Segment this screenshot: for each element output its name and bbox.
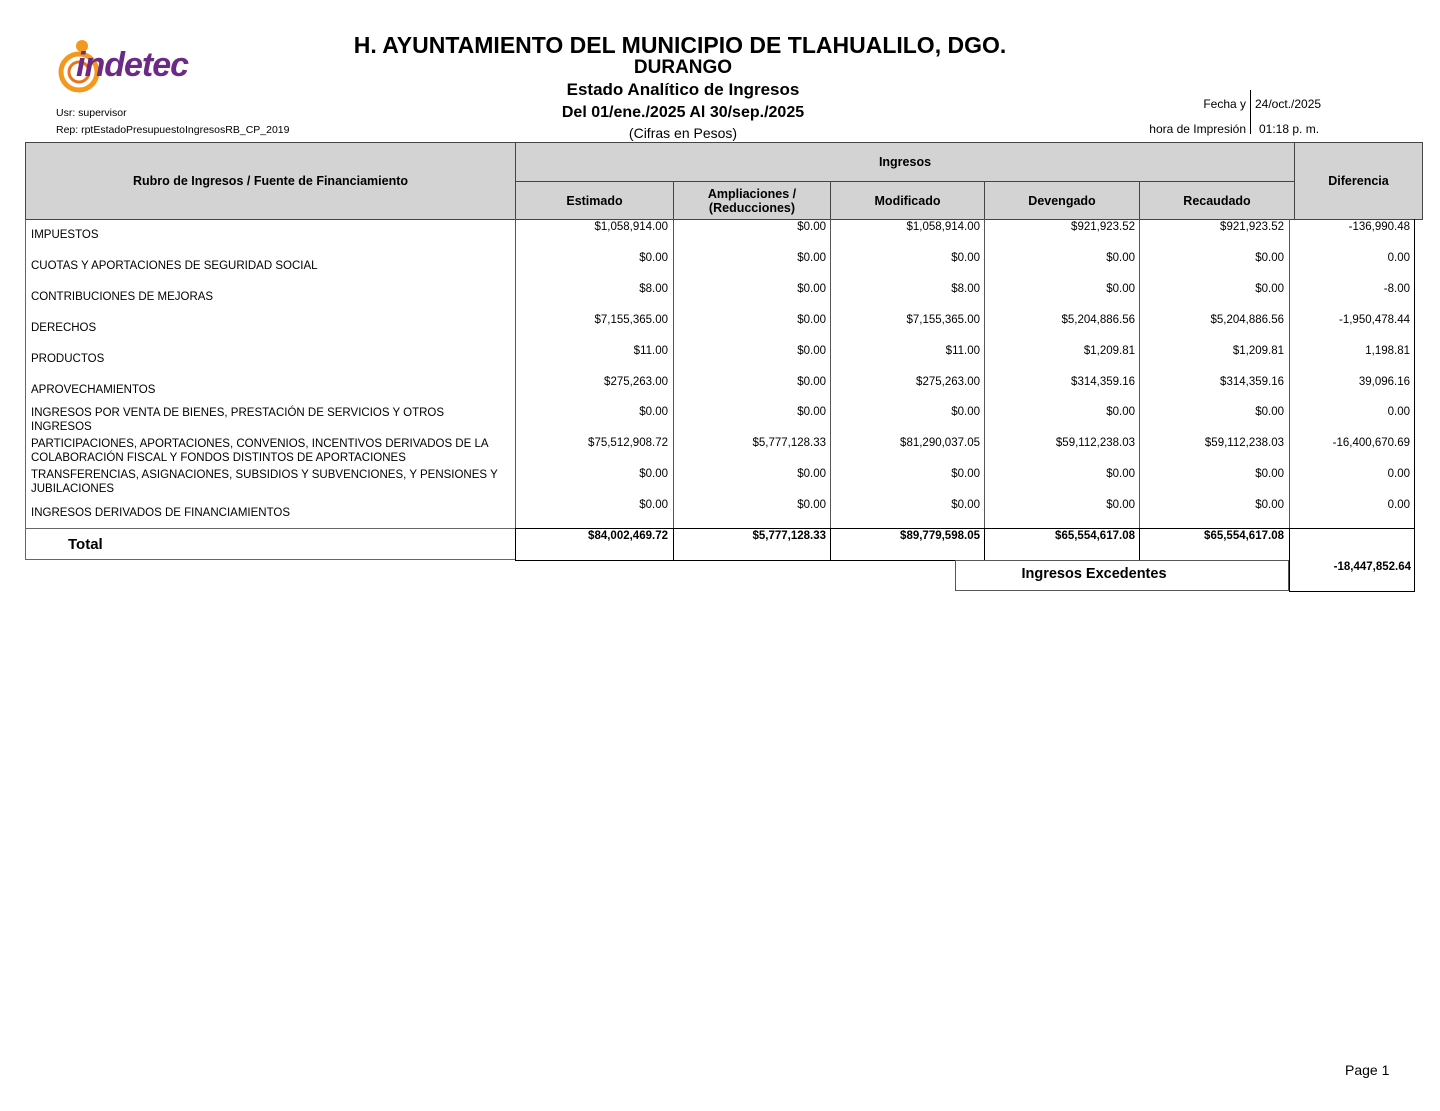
cell-recaudado: $0.00	[1255, 468, 1284, 480]
cell-recaudado: $0.00	[1255, 406, 1284, 418]
cell-recaudado: $0.00	[1255, 283, 1284, 295]
col-line-recaudado	[1139, 219, 1140, 528]
total-devengado: $65,554,617.08	[1055, 530, 1135, 542]
total-ampliaciones: $5,777,128.33	[752, 530, 826, 542]
date-value: 24/oct./2025	[1255, 97, 1322, 111]
totals-divider	[673, 528, 674, 561]
table-row-label: DERECHOS	[31, 322, 97, 334]
cell-estimado: $275,263.00	[604, 376, 668, 388]
cell-diferencia: 0.00	[1387, 406, 1410, 418]
total-estimado: $84,002,469.72	[588, 530, 668, 542]
cell-modificado: $0.00	[951, 406, 980, 418]
cell-devengado: $59,112,238.03	[1055, 437, 1135, 449]
cell-estimado: $7,155,365.00	[594, 314, 668, 326]
cell-diferencia: 1,198.81	[1365, 345, 1410, 357]
cell-recaudado: $0.00	[1255, 252, 1284, 264]
cell-modificado: $1,058,914.00	[906, 221, 980, 233]
page-title: H. AYUNTAMIENTO DEL MUNICIPIO DE TLAHUALILO, DGO.	[353, 32, 1007, 58]
cell-ampliaciones: $0.00	[797, 221, 826, 233]
table-row-label: IMPUESTOS	[31, 229, 99, 241]
excedentes-label: Ingresos Excedentes	[1021, 566, 1167, 582]
cell-devengado: $314,359.16	[1071, 376, 1135, 388]
excedentes-value: -18,447,852.64	[1333, 561, 1411, 573]
totals-divider	[984, 528, 985, 561]
cell-modificado: $11.00	[945, 345, 980, 357]
cell-ampliaciones: $0.00	[797, 314, 826, 326]
table-row-label: INGRESOS DERIVADOS DE FINANCIAMIENTOS	[31, 507, 291, 519]
date-divider	[1250, 90, 1251, 134]
cell-diferencia: -136,990.48	[1348, 221, 1410, 233]
col-line-modificado	[830, 219, 831, 528]
cell-estimado: $1,058,914.00	[594, 221, 668, 233]
cell-diferencia: 0.00	[1387, 499, 1410, 511]
cell-diferencia: -1,950,478.44	[1339, 314, 1410, 326]
cell-recaudado: $59,112,238.03	[1204, 437, 1284, 449]
header-diferencia: Diferencia	[1294, 142, 1423, 220]
cell-ampliaciones: $0.00	[797, 283, 826, 295]
table-row-label: PARTICIPACIONES, APORTACIONES, CONVENIOS, INCENTIVOS DERIVADOS DE LA COLABORACIÓN FISCAL Y FONDOS DISTINTOS DE APORTACIONES	[31, 438, 488, 464]
table-row-label: INGRESOS POR VENTA DE BIENES, PRESTACIÓN DE SERVICIOS Y OTROS INGRESOS	[31, 407, 445, 433]
cell-ampliaciones: $0.00	[797, 406, 826, 418]
cell-diferencia: 39,096.16	[1358, 376, 1410, 388]
header-ingresos-group: Ingresos	[515, 142, 1295, 182]
cell-modificado: $0.00	[951, 499, 980, 511]
total-modificado: $89,779,598.05	[900, 530, 980, 542]
col-line-diferencia	[1289, 219, 1290, 528]
cell-diferencia: -16,400,670.69	[1332, 437, 1410, 449]
cell-devengado: $0.00	[1106, 283, 1135, 295]
header-devengado: Devengado	[984, 181, 1140, 220]
header-modificado: Modificado	[830, 181, 985, 220]
cell-devengado: $1,209.81	[1083, 345, 1135, 357]
cell-recaudado: $921,923.52	[1220, 221, 1284, 233]
logo-text: indetec	[76, 46, 189, 84]
report-name: Estado Analítico de Ingresos	[566, 80, 800, 99]
total-recaudado: $65,554,617.08	[1204, 530, 1284, 542]
table-row-label: CONTRIBUCIONES DE MEJORAS	[31, 291, 214, 303]
cell-modificado: $0.00	[951, 252, 980, 264]
cell-estimado: $0.00	[639, 252, 668, 264]
cell-devengado: $921,923.52	[1071, 221, 1135, 233]
table-row-label: APROVECHAMIENTOS	[31, 384, 156, 396]
cell-diferencia: 0.00	[1387, 468, 1410, 480]
totals-divider	[830, 528, 831, 561]
report-units: (Cifras en Pesos)	[628, 125, 738, 141]
cell-devengado: $0.00	[1106, 406, 1135, 418]
cell-modificado: $8.00	[951, 283, 980, 295]
report-id: Rep: rptEstadoPresupuestoIngresosRB_CP_2019	[56, 124, 290, 136]
cell-devengado: $0.00	[1106, 468, 1135, 480]
cell-ampliaciones: $0.00	[797, 376, 826, 388]
time-label: hora de Impresión	[1149, 122, 1246, 136]
cell-estimado: $11.00	[633, 345, 668, 357]
col-line-ampliaciones	[673, 219, 674, 528]
cell-ampliaciones: $0.00	[797, 252, 826, 264]
col-line-estimado	[515, 219, 516, 528]
cell-ampliaciones: $0.00	[797, 345, 826, 357]
header-ampliaciones: Ampliaciones / (Reducciones)	[673, 181, 831, 220]
total-label: Total	[68, 536, 103, 553]
header-estimado: Estimado	[515, 181, 674, 220]
cell-estimado: $8.00	[639, 283, 668, 295]
col-line-devengado	[984, 219, 985, 528]
cell-diferencia: 0.00	[1387, 252, 1410, 264]
date-label: Fecha y	[1203, 97, 1246, 111]
diferencia-total-box	[1289, 528, 1415, 592]
cell-diferencia: -8.00	[1383, 283, 1410, 295]
col-line-right	[1414, 219, 1415, 529]
header-rubro: Rubro de Ingresos / Fuente de Financiamiento	[25, 142, 516, 220]
cell-recaudado: $0.00	[1255, 499, 1284, 511]
cell-recaudado: $314,359.16	[1220, 376, 1284, 388]
cell-ampliaciones: $0.00	[797, 468, 826, 480]
cell-estimado: $0.00	[639, 406, 668, 418]
table-row-label: PRODUCTOS	[31, 353, 105, 365]
page-number: Page 1	[1345, 1062, 1390, 1078]
table-row-label: CUOTAS Y APORTACIONES DE SEGURIDAD SOCIAL	[31, 260, 318, 272]
totals-divider	[1139, 528, 1140, 561]
cell-ampliaciones: $5,777,128.33	[752, 437, 826, 449]
cell-devengado: $0.00	[1106, 499, 1135, 511]
cell-modificado: $81,290,037.05	[900, 437, 980, 449]
cell-modificado: $275,263.00	[916, 376, 980, 388]
cell-estimado: $0.00	[639, 468, 668, 480]
cell-modificado: $0.00	[951, 468, 980, 480]
cell-estimado: $0.00	[639, 499, 668, 511]
cell-estimado: $75,512,908.72	[588, 437, 668, 449]
cell-devengado: $5,204,886.56	[1061, 314, 1135, 326]
time-value: 01:18 p. m.	[1259, 122, 1320, 136]
state-title: DURANGO	[633, 57, 733, 78]
report-period: Del 01/ene./2025 Al 30/sep./2025	[561, 104, 805, 121]
cell-modificado: $7,155,365.00	[906, 314, 980, 326]
table-row-label: TRANSFERENCIAS, ASIGNACIONES, SUBSIDIOS Y SUBVENCIONES, Y PENSIONES Y JUBILACIONES	[31, 469, 498, 495]
user-label: Usr: supervisor	[56, 107, 127, 119]
cell-recaudado: $1,209.81	[1232, 345, 1284, 357]
cell-ampliaciones: $0.00	[797, 499, 826, 511]
header-recaudado: Recaudado	[1139, 181, 1295, 220]
cell-recaudado: $5,204,886.56	[1210, 314, 1284, 326]
cell-devengado: $0.00	[1106, 252, 1135, 264]
